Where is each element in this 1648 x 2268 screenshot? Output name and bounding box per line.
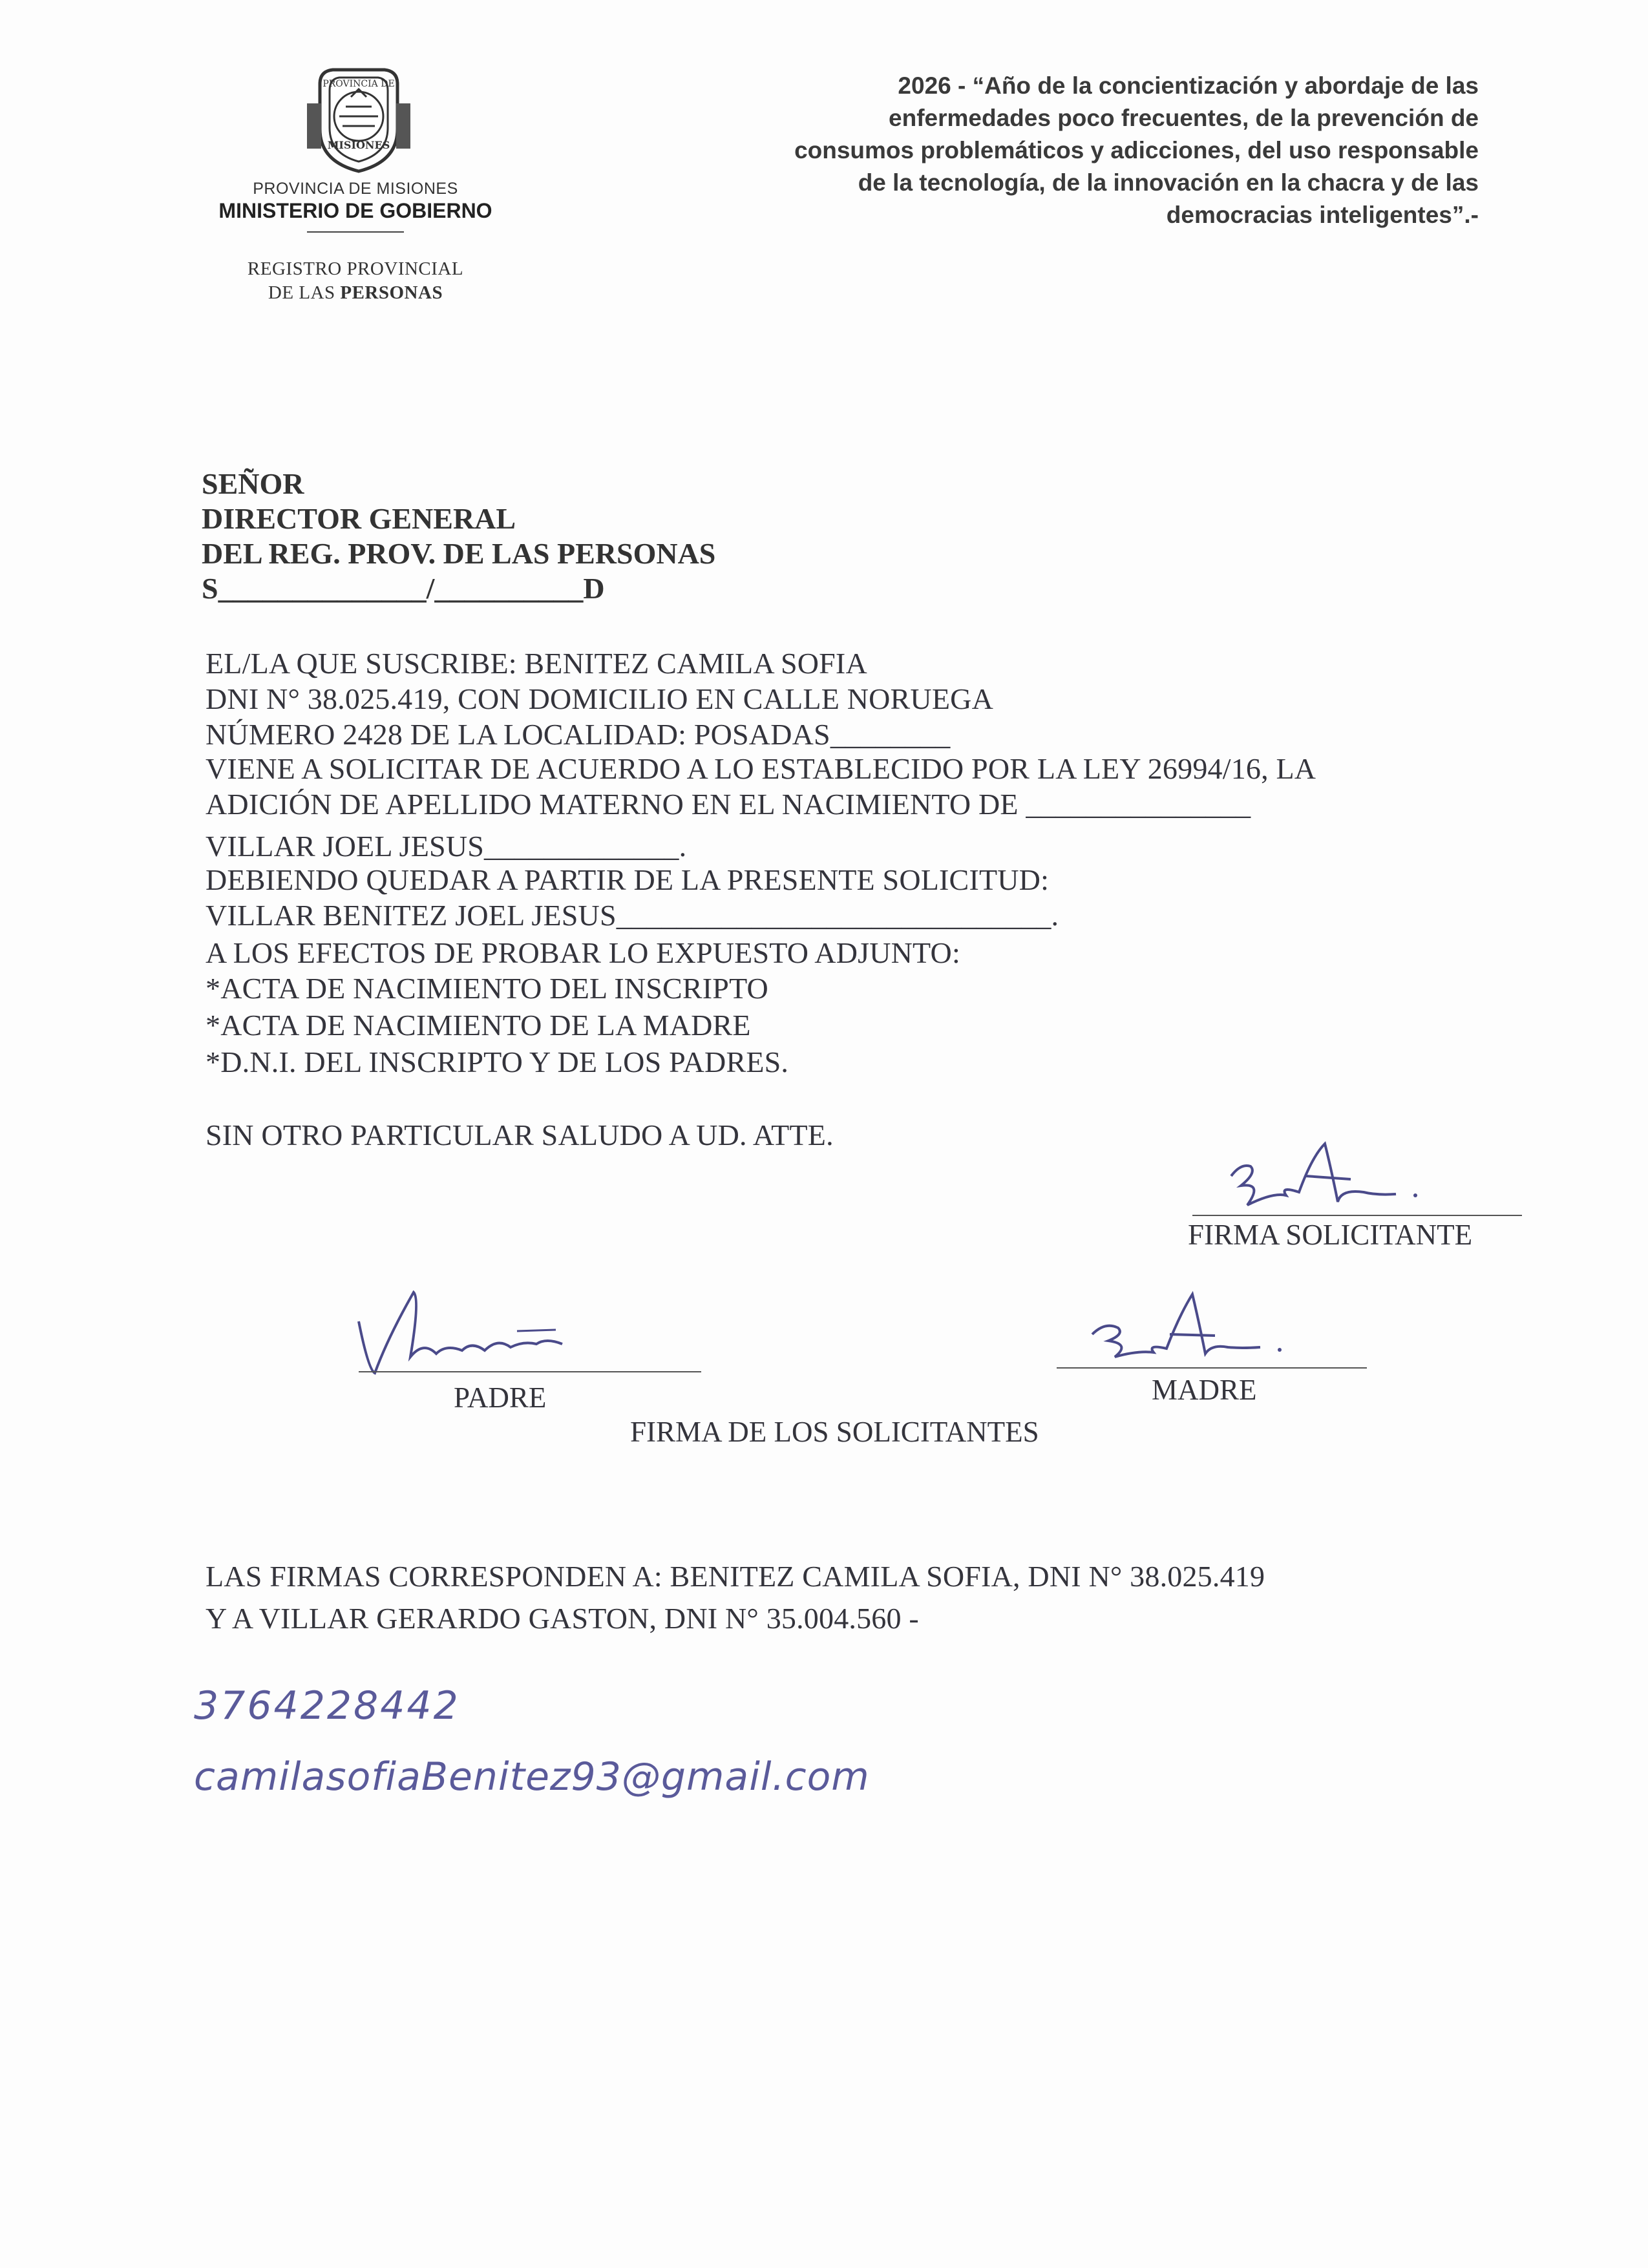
slogan-line: enfermedades poco frecuentes, de la prevención de: [889, 105, 1479, 131]
province-name: PROVINCIA DE MISIONES: [253, 180, 458, 198]
mother-signature-line: [1057, 1367, 1367, 1369]
registry-line2-prefix: DE LAS: [268, 282, 335, 303]
body-line: DEBIENDO QUEDAR A PARTIR DE LA PRESENTE SOLICITUD:: [206, 863, 1050, 896]
applicant-signature-label: FIRMA SOLICITANTE: [1188, 1219, 1473, 1251]
ministry-underline: [307, 231, 404, 233]
mother-signature: [1073, 1283, 1383, 1380]
applicant-signature-line: [1192, 1215, 1522, 1216]
body-line: *ACTA DE NACIMIENTO DE LA MADRE: [206, 1009, 751, 1042]
slogan-line: consumos problemáticos y adicciones, del uso responsable: [794, 137, 1479, 163]
body-line: ADICIÓN DE APELLIDO MATERNO EN EL NACIMIENTO DE _______________: [206, 788, 1251, 821]
slogan-line: democracias inteligentes”.-: [1166, 202, 1479, 228]
footer-line2: Y A VILLAR GERARDO GASTON, DNI N° 35.004.560 -: [206, 1602, 919, 1635]
signatures-group-label: FIRMA DE LOS SOLICITANTES: [630, 1416, 1039, 1448]
addressee-line1: SEÑOR: [202, 467, 304, 500]
crest-bottom-text: MISIONES: [327, 139, 390, 151]
mother-signature-label: MADRE: [1152, 1374, 1257, 1406]
slogan-line: de la tecnología, de la innovación en la chacra y de las: [858, 169, 1479, 196]
body-line: VILLAR BENITEZ JOEL JESUS_____________________________.: [206, 899, 1059, 932]
provincial-crest-logo: [294, 65, 423, 174]
applicant-signature: [1202, 1131, 1538, 1228]
father-signature-line: [359, 1371, 701, 1372]
body-line: *ACTA DE NACIMIENTO DEL INSCRIPTO: [206, 972, 768, 1005]
handwritten-email: camilasofiaBenitez93@gmail.com: [194, 1754, 870, 1800]
ministry-name: MINISTERIO DE GOBIERNO: [218, 199, 492, 222]
body-line: A LOS EFECTOS DE PROBAR LO EXPUESTO ADJUNTO:: [206, 936, 960, 969]
handwritten-phone: 3764228442: [194, 1683, 460, 1728]
body-line: NÚMERO 2428 DE LA LOCALIDAD: POSADAS________: [206, 718, 951, 751]
slogan-block: [639, 70, 1479, 231]
father-signature-label: PADRE: [454, 1381, 547, 1414]
body-line: EL/LA QUE SUSCRIBE: BENITEZ CAMILA SOFIA: [206, 647, 867, 680]
father-signature: [349, 1279, 620, 1389]
closing-line: SIN OTRO PARTICULAR SALUDO A UD. ATTE.: [206, 1118, 834, 1151]
addressee-line3: DEL REG. PROV. DE LAS PERSONAS: [202, 537, 716, 570]
registry-line2: [194, 282, 517, 304]
body-line: *D.N.I. DEL INSCRIPTO Y DE LOS PADRES.: [206, 1045, 789, 1078]
body-line: DNI N° 38.025.419, CON DOMICILIO EN CALLE NORUEGA: [206, 682, 993, 715]
addressee-line4: S______________/__________D: [202, 572, 605, 605]
addressee-line2: DIRECTOR GENERAL: [202, 502, 516, 535]
body-line: VIENE A SOLICITAR DE ACUERDO A LO ESTABLECIDO POR LA LEY 26994/16, LA: [206, 752, 1316, 785]
registry-line1: REGISTRO PROVINCIAL: [247, 258, 464, 279]
body-line: VILLAR JOEL JESUS_____________.: [206, 830, 687, 863]
crest-top-text: PROVINCIA DE: [322, 79, 395, 89]
registry-line2-bold: PERSONAS: [340, 282, 443, 303]
slogan-line: 2026 - “Año de la concientización y abordaje de las: [898, 72, 1479, 99]
footer-line1: LAS FIRMAS CORRESPONDEN A: BENITEZ CAMILA SOFIA, DNI N° 38.025.419: [206, 1560, 1265, 1593]
